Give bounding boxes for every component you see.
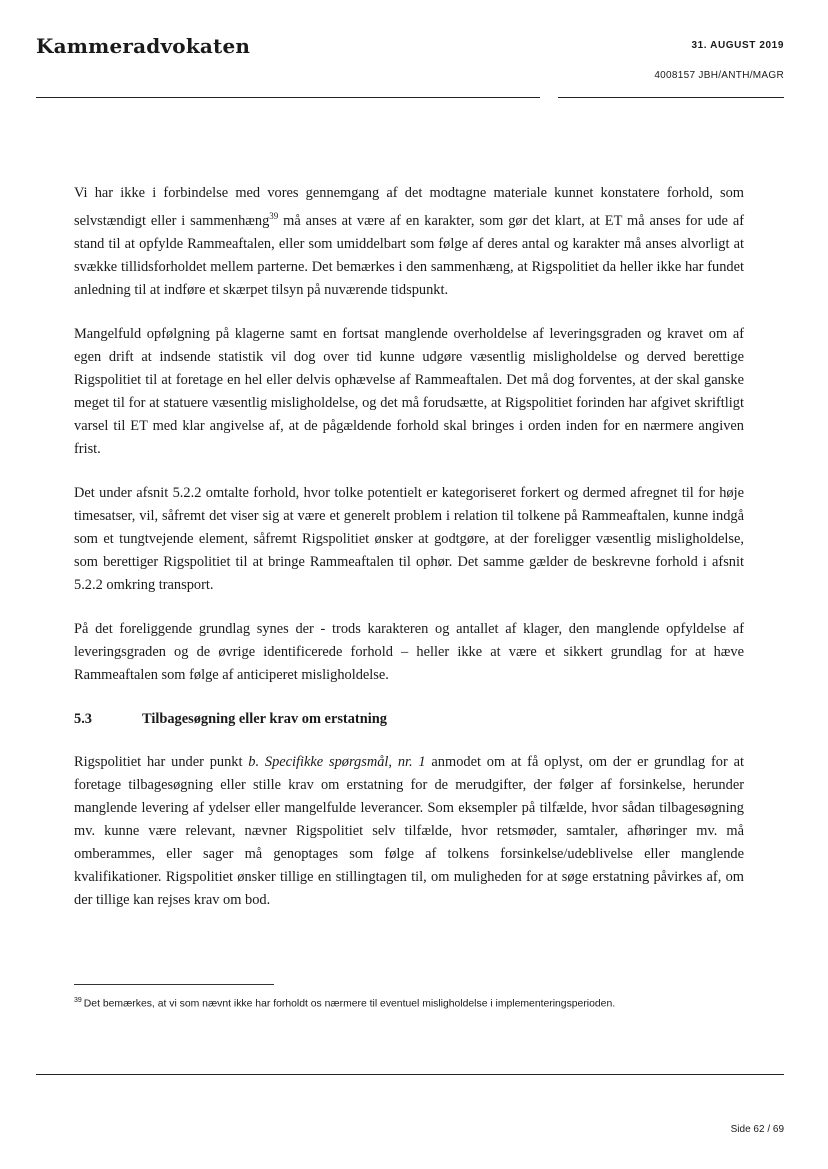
footer-rule (36, 1074, 784, 1075)
footnote-number: 39 (74, 997, 82, 1004)
footnote (74, 994, 774, 1011)
section-number: 5.3 (74, 710, 92, 727)
document-reference: 4008157 JBH/ANTH/MAGR (654, 70, 784, 81)
footnote-reference[interactable]: 39 (269, 211, 279, 221)
document-date: 31. AUGUST 2019 (691, 40, 784, 51)
paragraph-1: Vi har ikke i forbindelse med vores gennemgang af det modtagne materiale kunnet konstatere forhold, som selvstændigt eller i sammenhæng$^{39}$ må anses at være af en karakter, som gør det klart, at ET må anses for ude af stand til at opfylde Rammeaftalen, eller som umiddelbart som følge af deres antal og karakter må anses alvorligt at svække tillidsforholdet mellem parterne. Det bemærkes i den sammenhæng, at Rigspolitiet da heller ikke har fundet anledning til at indføre et skærpet tilsyn på nuværende tidspunkt. (74, 185, 744, 298)
section-title: Tilbagesøgning eller krav om erstatning (142, 710, 387, 727)
section-heading (74, 708, 744, 731)
document-body (74, 182, 744, 933)
paragraph-5: Rigspolitiet har under punkt b. Specifikke spørgsmål, nr. 1 anmodet om at få oplyst, om der er grundlag for at foretage tilbagesøgning eller stille krav om erstatning for de merudgifter, der følger af forsinkelse, herunder manglende levering af ydelser eller mangelfulde leverancer. Som eksempler på tilfælde, hvor sådan tilbagesøgning mv. kunne være relevant, nævner Rigspolitiet selv tilfælde, hvor retsmøder, samtaler, afhøringer mv. må omberammes, eller sager må genoptages som følge af tolkens forsinkelse/udeblivelse eller manglende kvalifikationer. Rigspolitiet ønsker tillige en stillingtagen til, om muligheden for at søge erstatning påvirkes af, om der tillige kan rejses krav om bod. (74, 753, 744, 908)
footnote-rule (74, 984, 274, 985)
paragraph-3: Det under afsnit 5.2.2 omtalte forhold, hvor tolke potentielt er kategoriseret forkert og dermed afregnet til for høje timesatser, vil, såfremt det viser sig at være et generelt problem i relation til tolkene på Rammeaftalen, kunne indgå som et tungtvejende element, såfremt Rigspolitiet ønsker at godtgøre, at der foreligger væsentlig misligholdelse, som berettiger Rigspolitiet til at bringe Rammeaftalen til ophør. Det samme gælder de beskrevne forhold i afsnit 5.2.2 omkring transport. (74, 484, 744, 593)
logo: Kammeradvokaten (36, 34, 251, 58)
header-rule-left (36, 97, 540, 98)
paragraph-4: På det foreliggende grundlag synes der - trods karakteren og antallet af klager, den manglende opfyldelse af leveringsgraden og de øvrige identificerede forhold – heller ikke at være et sikkert grundlag for at hæve Rammeaftalen som følge af anticiperet misligholdelse. (74, 620, 744, 683)
paragraph-2: Mangelfuld opfølgning på klagerne samt en fortsat manglende overholdelse af leveringsgraden og kravet om af egen drift at indsende statistik vil dog over tid kunne udgøre væsentlig misligholdelse og derved berettige Rigspolitiet til at foretage en hel eller delvis ophævelse af Rammeaftalen. Det må dog forventes, at der skal ganske meget til for at statuere væsentlig misligholdelse, og det må forudsætte, at Rigspolitiet forinden har afgivet skriftligt varsel til ET med klar angivelse af, at de pågældende forhold skal bringes i orden inden for en nærmere angiven frist. (74, 325, 744, 457)
header-rule-right (558, 97, 784, 98)
footnote-text: Det bemærkes, at vi som nævnt ikke har forholdt os nærmere til eventuel misligholdelse i implementeringsperioden. (83, 998, 616, 1010)
page-number: Side 62 / 69 (730, 1124, 784, 1135)
